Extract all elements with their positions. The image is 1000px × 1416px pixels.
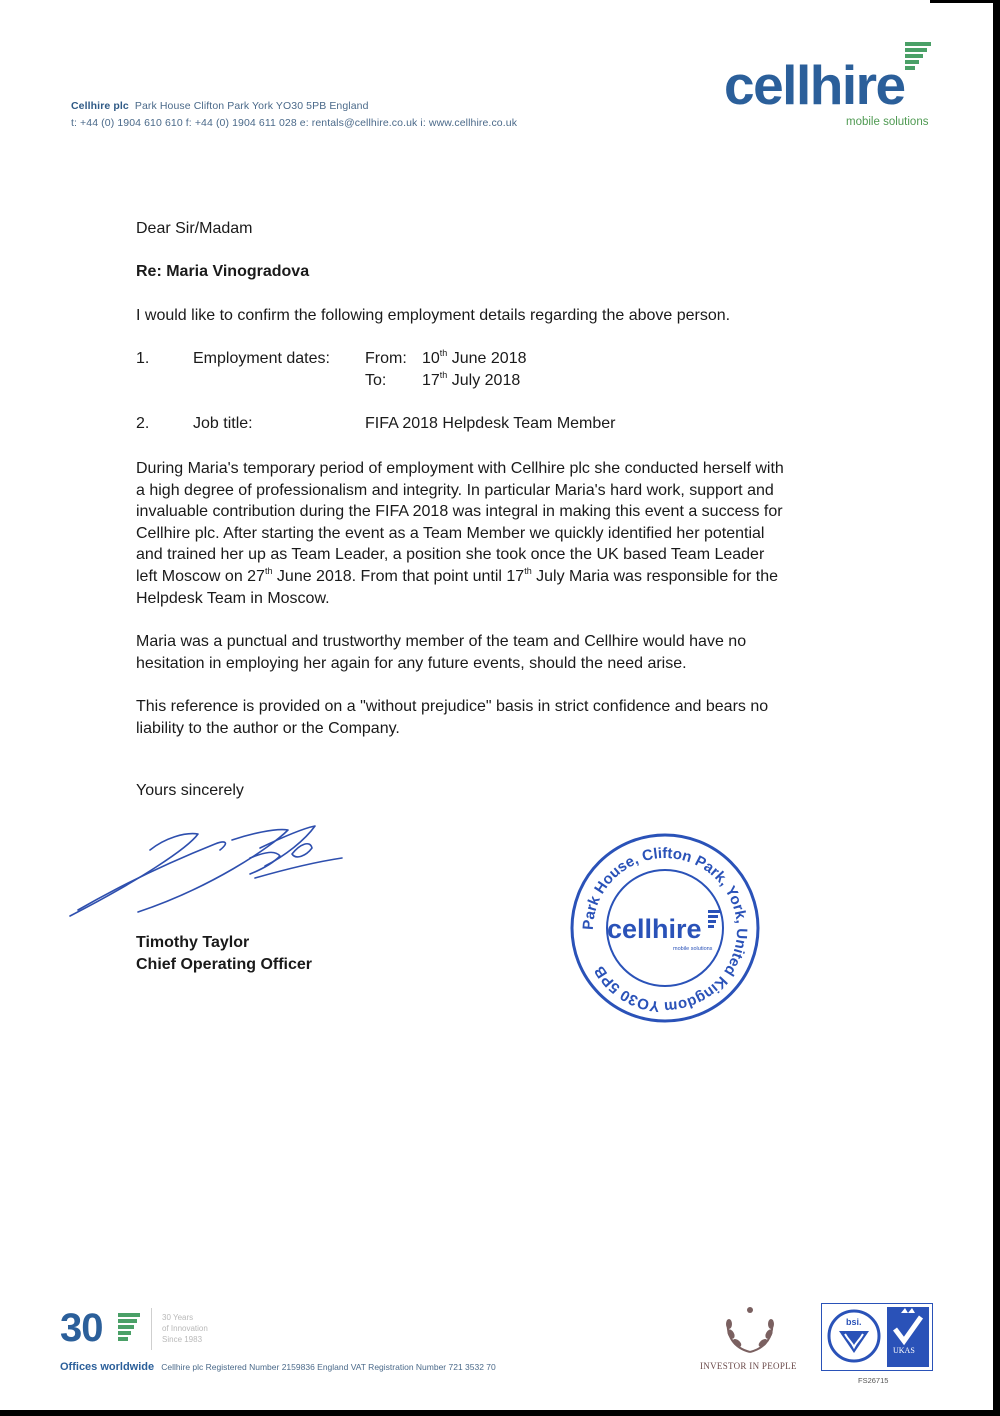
registration-details: Cellhire plc Registered Number 2159836 England VAT Registration Number 721 3532 70 — [161, 1362, 496, 1372]
intro-text: I would like to confirm the following employment details regarding the above person. — [136, 307, 731, 324]
to-label: To: — [365, 372, 387, 389]
scan-edge — [0, 1410, 1000, 1416]
offices-worldwide: Offices worldwide — [60, 1361, 155, 1373]
to-date: 17th July 2018 — [422, 370, 521, 389]
item-label: Employment dates: — [193, 350, 330, 367]
paragraph-disclaimer: This reference is provided on a "without prejudice" basis in strict confidence and bears no liability to the author or the Company. — [136, 698, 769, 737]
footer-divider — [151, 1308, 152, 1350]
paragraph-performance: During Maria's temporary period of employment with Cellhire plc she conducted herself with a high degree of professionalism and integrity. In particular Maria's hard work, support and invaluable contribution during the FIFA 2018 was integral in making this event a success for Cellhire plc. After starting the event as a Team Member we quickly identified her potential and trained her up as Team Leader, a position she took once the UK based Team Leader left Moscow on 27th June 2018. From that point until 17th July Maria was responsible for the Helpdesk Team in Moscow. — [136, 460, 784, 607]
bsi-ukas-certification-icon — [821, 1303, 933, 1371]
footer-registration-line — [60, 1361, 496, 1373]
stamp-ring-text: Park House, Clifton Park, York, United Kingdom YO30 5PB — [579, 844, 751, 1016]
logo-tagline: mobile solutions — [846, 116, 929, 128]
from-label: From: — [365, 350, 407, 367]
stamp-logo: cellhire — [607, 914, 702, 944]
item-label: Job title: — [193, 415, 253, 432]
item-number: 1. — [136, 350, 150, 367]
certificate-code: FS26715 — [858, 1376, 889, 1385]
header-address: Park House Clifton Park York YO30 5PB England — [134, 100, 369, 112]
salutation: Dear Sir/Madam — [136, 220, 253, 237]
closing: Yours sincerely — [136, 782, 244, 799]
investor-in-people-label: INVESTOR IN PEOPLE — [700, 1361, 797, 1371]
handwritten-signature — [60, 818, 360, 928]
logo-bars-icon — [905, 42, 931, 72]
svg-text:bsi.: bsi. — [846, 1317, 862, 1327]
header-company: Cellhire plc — [71, 100, 129, 112]
scan-edge — [993, 0, 1000, 1416]
scan-edge — [930, 0, 1000, 3]
stamp-bars-icon — [708, 910, 720, 913]
item-number: 2. — [136, 415, 150, 432]
paragraph-recommendation: Maria was a punctual and trustworthy member of the team and Cellhire would have no hesitation in employing her again for any future events, should the need arise. — [136, 633, 747, 672]
svg-text:UKAS: UKAS — [893, 1346, 915, 1355]
header-address-line — [71, 100, 369, 112]
cellhire-logo: cellhire — [724, 54, 905, 116]
thirty-years-badge: 30 — [60, 1306, 103, 1350]
signatory-name: Timothy Taylor — [136, 934, 250, 951]
footer-bars-icon — [118, 1313, 140, 1343]
header-contact-line: t: +44 (0) 1904 610 610 f: +44 (0) 1904 611 028 e: rentals@cellhire.co.uk i: www.cellhire.co.uk — [71, 117, 518, 129]
subject-line: Re: Maria Vinogradova — [136, 263, 310, 280]
years-of-innovation: 30 Years of Innovation Since 1983 — [162, 1313, 208, 1344]
signatory-title: Chief Operating Officer — [136, 956, 313, 973]
company-stamp — [565, 830, 765, 1030]
stamp-tagline: mobile solutions — [673, 946, 713, 952]
investor-in-people-laurel-icon — [720, 1302, 780, 1358]
job-title: FIFA 2018 Helpdesk Team Member — [365, 415, 616, 432]
from-date: 10th June 2018 — [422, 348, 527, 367]
